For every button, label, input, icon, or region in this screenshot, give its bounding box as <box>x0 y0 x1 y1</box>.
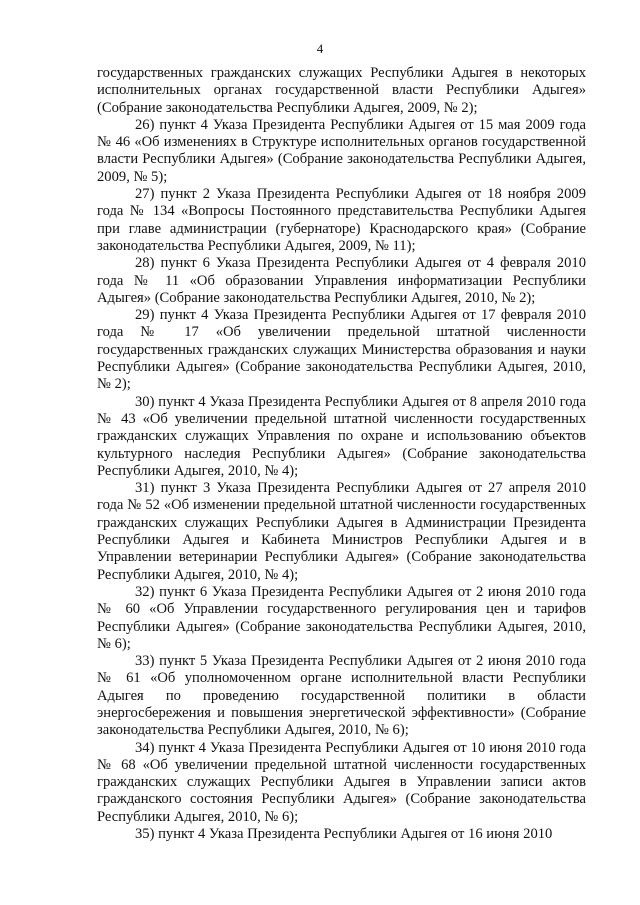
list-item-35: 35) пункт 4 Указа Президента Республики Адыгея от 16 июня 2010 <box>135 826 553 843</box>
list-item-32: 32) пункт 6 Указа Президента Республики Адыгея от 2 июня 2010 года № 60 «Об Управлении государственного регулирования цен и тарифов Республики Адыгея» (Собрание законодательства Республики Адыгея, 2010, № 6); <box>97 583 586 652</box>
list-item-33: 33) пункт 5 Указа Президента Республики Адыгея от 2 июня 2010 года № 61 «Об уполномоченном органе исполнительной власти Республики Адыгея по проведению государственной политики в области энергосбережения и повышения энергетической эффективности» (Собрание законодательства Республики Адыгея, 2010, № 6); <box>97 653 586 739</box>
list-item-30: 30) пункт 4 Указа Президента Республики Адыгея от 8 апреля 2010 года № 43 «Об увеличении предельной штатной численности государственных гражданских служащих Управления по охране и использованию объектов культурного наследия Республики Адыгея» (Собрание законодательства Республики Адыгея, 2010, № 4); <box>97 393 586 479</box>
document-body <box>97 65 586 843</box>
list-item-26: 26) пункт 4 Указа Президента Республики Адыгея от 15 мая 2009 года № 46 «Об изменениях в Структуре исполнительных органов государственной власти Республики Адыгея» (Собрание законодательства Республики Адыгея, 2009, № 5); <box>97 116 586 185</box>
list-item-31: 31) пункт 3 Указа Президента Республики Адыгея от 27 апреля 2010 года № 52 «Об изменении предельной штатной численности государственных гражданских служащих Республики Адыгея в Администрации Президента Республики Адыгея и Кабинета Министров Республики Адыгея и в Управлении ветеринарии Республики Адыгея» (Собрание законодательства Республики Адыгея, 2010, № 4); <box>97 480 586 583</box>
list-item-28: 28) пункт 6 Указа Президента Республики Адыгея от 4 февраля 2010 года № 11 «Об образовании Управления информатизации Республики Адыгея» (Собрание законодательства Республики Адыгея, 2010, № 2); <box>97 255 586 306</box>
list-item-27: 27) пункт 2 Указа Президента Республики Адыгея от 18 ноября 2009 года № 134 «Вопросы Постоянного представительства Республики Адыгея при главе администрации (губернаторе) Краснодарского края» (Собрание законодательства Республики Адыгея, 2009, № 11); <box>97 186 586 254</box>
page-number: 4 <box>316 41 324 56</box>
list-item-34: 34) пункт 4 Указа Президента Республики Адыгея от 10 июня 2010 года № 68 «Об увеличении предельной штатной численности государственных гражданских служащих Республики Адыгея в Управлении записи актов гражданского состояния Республики Адыгея» (Собрание законодательства Республики Адыгея, 2010, № 6); <box>97 739 586 825</box>
paragraph-continuation: государственных гражданских служащих Республики Адыгея в некоторых исполнительных органах государственной власти Республики Адыгея» (Собрание законодательства Республики Адыгея, 2009, № 2); <box>97 65 586 116</box>
list-item-29: 29) пункт 4 Указа Президента Республики Адыгея от 17 февраля 2010 года № 17 «Об увеличении предельной штатной численности государственных гражданских служащих Министерства образования и науки Республики Адыгея» (Собрание законодательства Республики Адыгея, 2010, № 2); <box>97 307 586 393</box>
